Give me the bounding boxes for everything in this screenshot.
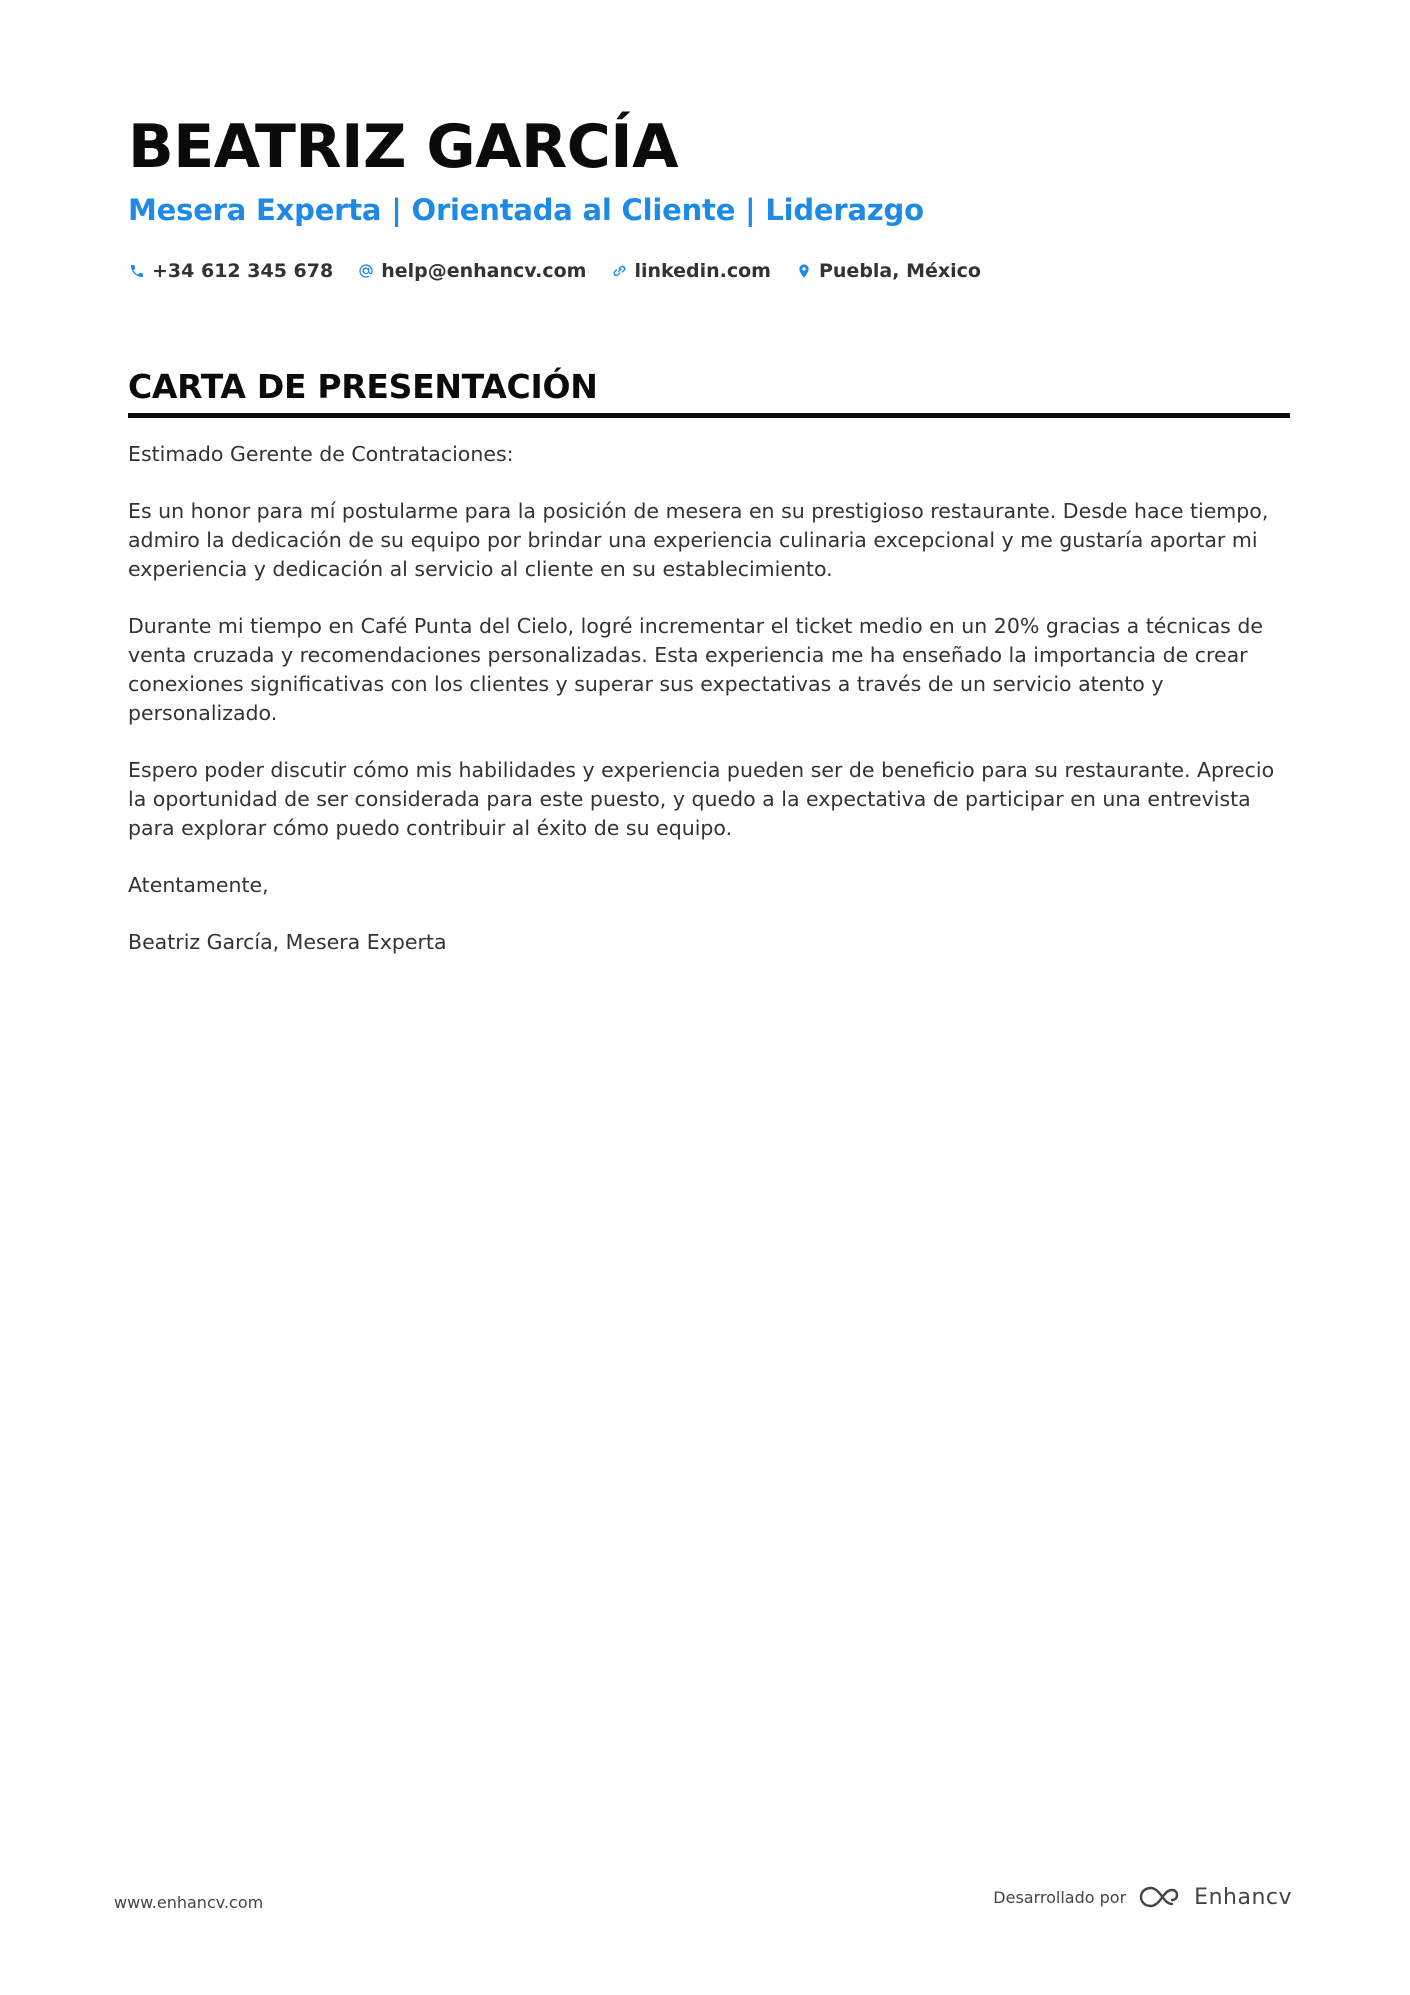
enhancv-logo-icon: [1138, 1884, 1184, 1910]
contact-email[interactable]: [357, 260, 586, 282]
brand-wordmark: Enhancv: [1194, 1884, 1292, 1910]
contact-phone: [128, 260, 333, 282]
letter-paragraph: Es un honor para mí postularme para la posición de mesera en su prestigioso restaurante. Desde hace tiempo, admiro la dedicación de su equipo por brindar una experiencia culinaria excepcional y me gustaría aportar mi experiencia y dedicación al servicio al cliente en su establecimiento.: [128, 499, 1269, 581]
contact-bar: [128, 256, 1288, 286]
section-title: CARTA DE PRESENTACIÓN: [128, 367, 598, 406]
phone-icon: [128, 262, 146, 280]
contact-phone-text: +34 612 345 678: [152, 260, 334, 282]
section-divider: [128, 413, 1290, 418]
letter-body: [128, 440, 1278, 985]
resume-header: [128, 108, 1288, 286]
contact-linkedin-text[interactable]: linkedin.com: [634, 260, 771, 282]
letter-signature: Beatriz García, Mesera Experta: [128, 930, 447, 954]
letter-paragraph: Durante mi tiempo en Café Punta del Cielo, logré incrementar el ticket medio en un 20% gracias a técnicas de venta cruzada y recomendaciones personalizadas. Esta experiencia me ha enseñado la importancia de crear conexiones significativas con los clientes y superar sus expectativas a través de un servicio atento y personalizado.: [128, 614, 1263, 725]
footer-branding: [993, 1884, 1292, 1910]
cover-letter-section: [128, 365, 1290, 418]
letter-greeting: Estimado Gerente de Contrataciones:: [128, 442, 514, 466]
candidate-name: BEATRIZ GARCÍA: [128, 112, 679, 182]
letter-closing: Atentamente,: [128, 873, 269, 897]
contact-email-text[interactable]: help@enhancv.com: [381, 260, 587, 282]
location-pin-icon: [795, 262, 813, 280]
contact-location: [795, 260, 981, 282]
letter-paragraph: Espero poder discutir cómo mis habilidades y experiencia pueden ser de beneficio para su restaurante. Aprecio la oportunidad de ser considerada para este puesto, y quedo a la expectativa de participar en una entrevista para explorar cómo puedo contribuir al éxito de su equipo.: [128, 758, 1275, 840]
link-icon: [610, 262, 628, 280]
contact-linkedin[interactable]: [610, 260, 771, 282]
powered-by-label: Desarrollado por: [993, 1887, 1127, 1907]
footer-website[interactable]: www.enhancv.com: [114, 1893, 264, 1912]
at-icon: [357, 262, 375, 280]
contact-location-text: Puebla, México: [818, 260, 981, 282]
candidate-headline: Mesera Experta | Orientada al Cliente | Liderazgo: [128, 193, 924, 227]
